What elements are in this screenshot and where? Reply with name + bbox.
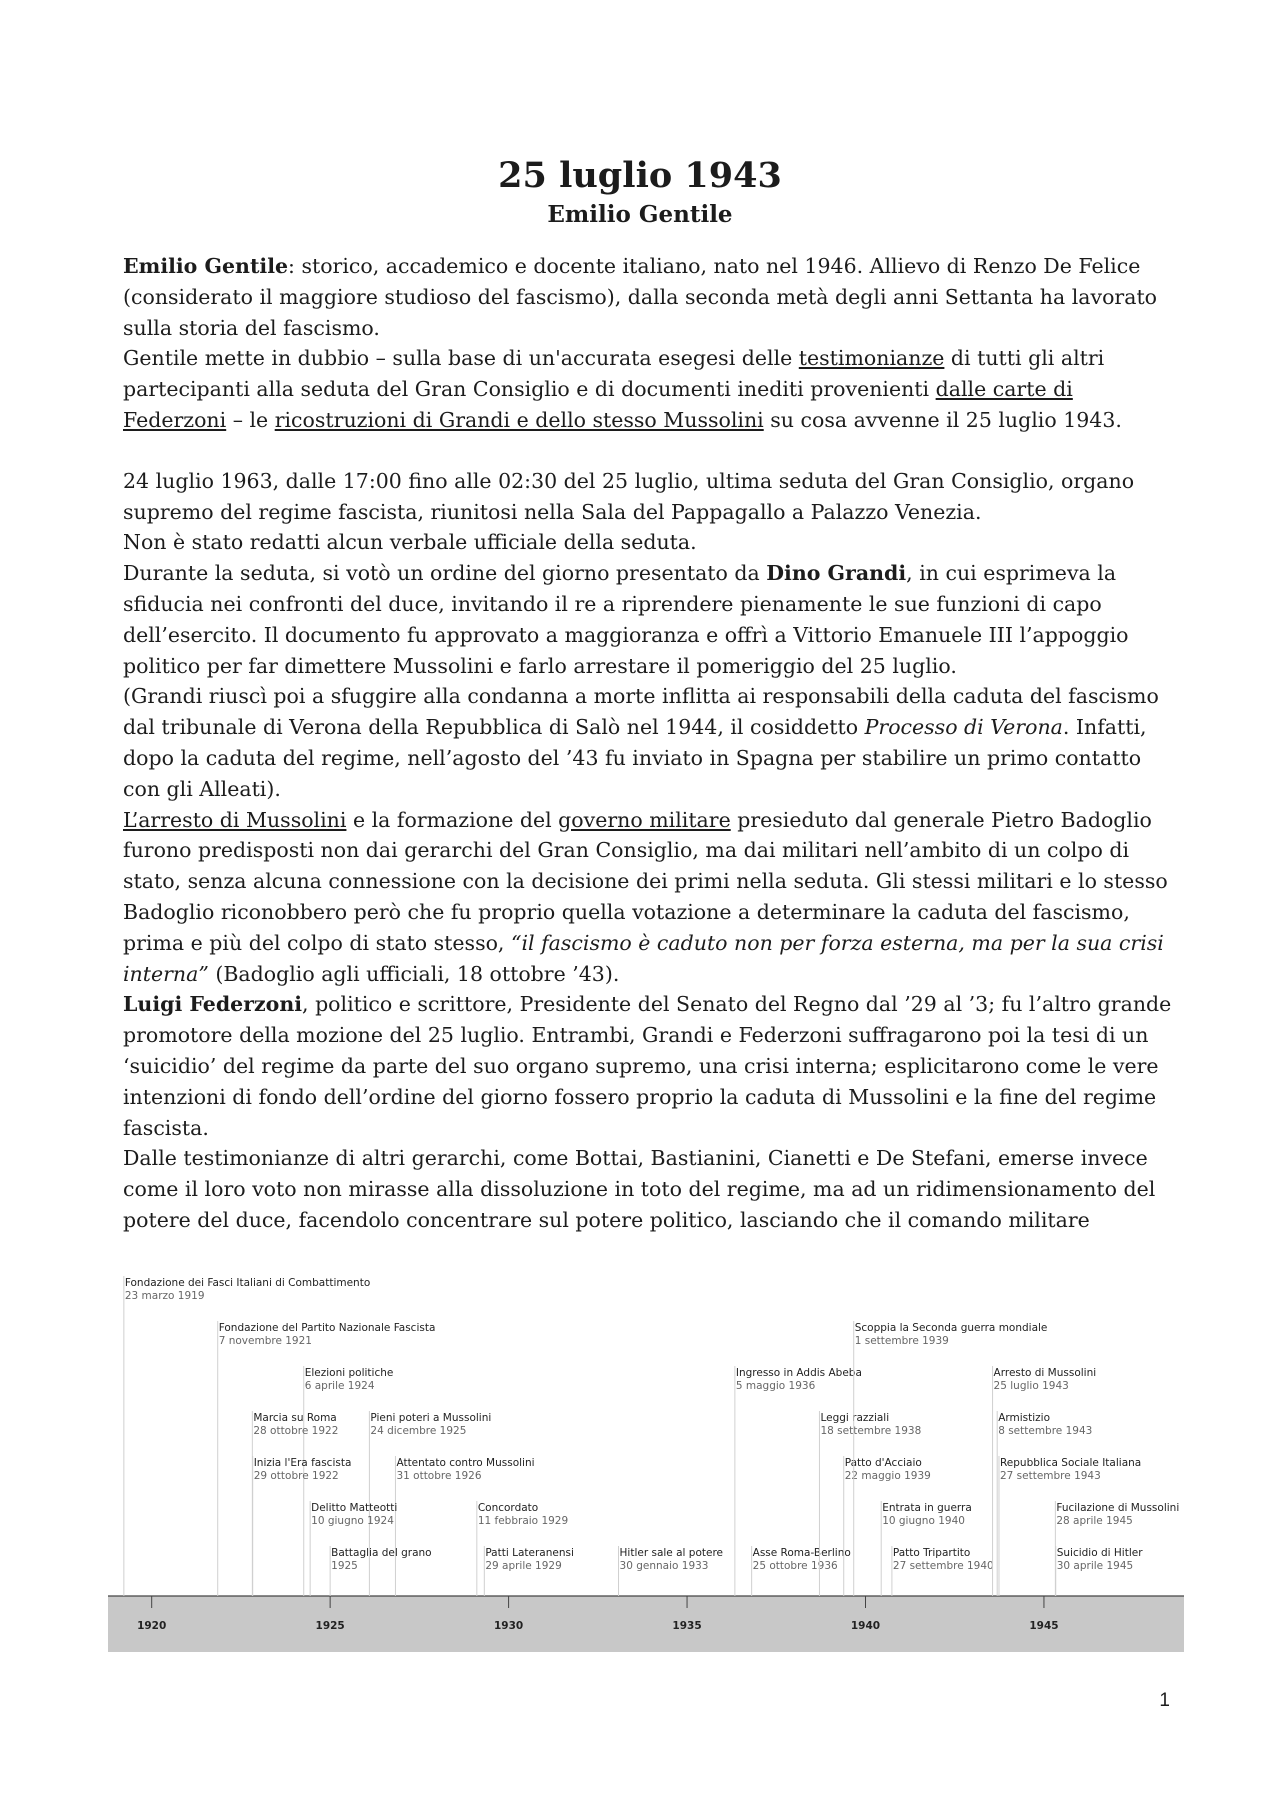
event-title: Patto Tripartito <box>892 1547 971 1559</box>
text-run: Durante la seduta, si votò un ordine del giorno presentato da <box>123 561 767 586</box>
event-title: Leggi razziali <box>820 1412 890 1424</box>
document-body <box>123 251 1173 1236</box>
event-date: 27 settembre 1943 <box>999 1470 1101 1482</box>
event-date: 5 maggio 1936 <box>735 1380 816 1392</box>
event-date: 28 ottobre 1922 <box>253 1425 339 1437</box>
author-name-inline: Emilio Gentile <box>123 254 289 278</box>
event-date: 6 aprile 1924 <box>304 1380 375 1392</box>
italic-quote-badoglio: “il fascismo è caduto non per forza esterna, ma per la sua crisi interna” <box>123 930 1164 986</box>
event-date: 11 febbraio 1929 <box>477 1515 569 1527</box>
underlined-arresto: L’arresto di Mussolini <box>123 807 347 832</box>
timeline-graphic <box>108 1270 1184 1670</box>
event-title: Fucilazione di Mussolini <box>1056 1502 1180 1514</box>
event-title: Armistizio <box>998 1412 1051 1424</box>
event-date: 8 settembre 1943 <box>998 1425 1093 1437</box>
event-title: Delitto Matteotti <box>311 1502 398 1514</box>
event-title: Fondazione dei Fasci Italiani di Combattimento <box>124 1277 371 1289</box>
axis-year-label: 1920 <box>137 1620 167 1632</box>
event-title: Entrata in guerra <box>882 1502 972 1514</box>
axis-year-label: 1940 <box>850 1620 881 1632</box>
text-run: Gentile mette in dubbio – sulla base di un'accurata esegesi delle <box>123 346 799 371</box>
event-date: 1 settembre 1939 <box>854 1335 949 1347</box>
event-title: Asse Roma-Berlino <box>752 1547 851 1559</box>
text-run: – le <box>226 407 275 432</box>
event-date: 7 novembre 1921 <box>218 1335 312 1347</box>
paragraph-verbale: Non è stato redatti alcun verbale ufficiale della seduta. <box>123 530 697 555</box>
text-run: di tutti gli altri partecipanti alla seduta del Gran Consiglio e di documenti inediti provenienti <box>123 346 1105 402</box>
event-title: Repubblica Sociale Italiana <box>999 1457 1142 1469</box>
text-run: , politico e scrittore, Presidente del Senato del Regno dal ’29 al ’3; fu l’altro grande promotore della mozione del 25 luglio. Entrambi, Grandi e Federzoni suffragarono poi la tesi di un ‘suicidio’ del regime da parte del suo organo supremo, una crisi interna; esplicitarono come le vere intenzioni di fondo dell’ordine del giorno fossero proprio la caduta di Mussolini e la fine del regime fascista. <box>123 992 1172 1140</box>
paragraph-gap <box>123 436 1173 466</box>
event-date: 28 aprile 1945 <box>1056 1515 1133 1527</box>
event-date: 25 ottobre 1936 <box>752 1560 838 1572</box>
paragraph-author-bio <box>123 251 1173 343</box>
event-date: 23 marzo 1919 <box>124 1290 205 1302</box>
event-date: 27 settembre 1940 <box>892 1560 994 1572</box>
event-date: 31 ottobre 1926 <box>396 1470 482 1482</box>
event-title: Ingresso in Addis Abeba <box>735 1367 862 1379</box>
underlined-governo-militare: governo militare <box>558 807 731 832</box>
event-date: 10 giugno 1940 <box>882 1515 965 1527</box>
fascism-timeline <box>108 1270 1184 1670</box>
text-run: e la formazione del <box>346 807 559 832</box>
event-date: 22 maggio 1939 <box>844 1470 931 1482</box>
event-title: Battaglia del grano <box>331 1547 432 1559</box>
paragraph-federzoni <box>123 989 1173 1143</box>
event-title: Pieni poteri a Mussolini <box>370 1412 492 1424</box>
text-run: su cosa avvenne il 25 luglio 1943. <box>763 407 1122 432</box>
text-run: presieduto dal generale Pietro Badoglio furono predisposti non dai gerarchi del Gran Consiglio, ma dai militari nell’ambito di un colpo di stato, senza alcuna connessione con la decisione dei primi nella seduta. Gli stessi militari e lo stesso Badoglio riconobbero però che fu proprio quella votazione a determinare la caduta del fascismo, prima e più del colpo di stato stesso, <box>123 807 1168 955</box>
event-title: Inizia l'Era fascista <box>253 1457 352 1469</box>
axis-year-label: 1935 <box>672 1620 702 1632</box>
paragraph-gerarchi: Dalle testimonianze di altri gerarchi, come Bottai, Bastianini, Cianetti e De Stefani, emerse invece come il loro voto non mirasse alla dissoluzione in toto del regime, ma ad un ridimensionamento del potere del duce, facendolo concentrare sul potere politico, lasciando che il comando militare <box>123 1146 1156 1232</box>
event-date: 24 dicembre 1925 <box>370 1425 467 1437</box>
paragraph-ordine-giorno <box>123 558 1173 681</box>
axis-year-label: 1925 <box>315 1620 345 1632</box>
event-date: 25 luglio 1943 <box>993 1380 1069 1392</box>
event-title: Attentato contro Mussolini <box>396 1457 535 1469</box>
event-date: 29 ottobre 1922 <box>253 1470 339 1482</box>
text-run: (Grandi riuscì poi a sfuggire alla condanna a morte inflitta ai responsabili della caduta del fascismo dal tribunale di Verona della Repubblica di Salò nel 1944, il cosiddetto <box>123 684 1159 740</box>
event-title: Marcia su Roma <box>253 1412 337 1424</box>
bold-luigi-federzoni: Luigi Federzoni <box>123 992 303 1017</box>
text-run: (Badoglio agli ufficiali, 18 ottobre ’43). <box>208 961 620 986</box>
paragraph-grandi <box>123 681 1173 804</box>
event-title: Scoppia la Seconda guerra mondiale <box>854 1322 1048 1334</box>
underlined-carte-federzoni: dalle carte di Federzoni <box>123 377 1073 432</box>
paragraph-arresto <box>123 805 1173 990</box>
underlined-testimonianze: testimonianze <box>798 346 945 371</box>
axis-year-label: 1930 <box>493 1620 524 1632</box>
event-date: 30 aprile 1945 <box>1056 1560 1134 1572</box>
text-run: , in cui esprimeva la sfiducia nei confronti del duce, invitando il re a riprendere pienamente le sue funzioni di capo dell’esercito. Il documento fu approvato a maggioranza e offrì a Vittorio Emanuele III l’appoggio politico per far dimettere Mussolini e farlo arrestare il pomeriggio del 25 luglio. <box>123 561 1129 678</box>
bold-dino-grandi: Dino Grandi <box>766 561 907 586</box>
event-title: Patto d'Acciaio <box>844 1457 922 1469</box>
event-title: Hitler sale al potere <box>619 1547 724 1559</box>
event-title: Concordato <box>477 1502 539 1514</box>
paragraph-thesis <box>123 343 1173 435</box>
event-title: Arresto di Mussolini <box>993 1367 1097 1379</box>
axis-year-label: 1945 <box>1029 1620 1059 1632</box>
paragraph-seduta: 24 luglio 1963, dalle 17:00 fino alle 02:30 del 25 luglio, ultima seduta del Gran Consiglio, organo supremo del regime fascista, riunitosi nella Sala del Pappagallo a Palazzo Venezia. <box>123 468 1135 524</box>
underlined-ricostruzioni: ricostruzioni di Grandi e dello stesso Mussolini <box>274 407 764 432</box>
bio-text: : storico, accademico e docente italiano, nato nel 1946. Allievo di Renzo De Felice (considerato il maggiore studioso del fascismo), dalla seconda metà degli anni Settanta ha lavorato sulla storia del fascismo. <box>123 254 1158 340</box>
page-title: 25 luglio 1943 <box>498 155 782 196</box>
text-run: . Infatti, dopo la caduta del regime, nell’agosto del ’43 fu inviato in Spagna per stabilire un primo contatto con gli Alleati). <box>123 715 1147 801</box>
event-date: 1925 <box>331 1560 358 1572</box>
italic-processo-verona: Processo di Verona <box>864 715 1063 740</box>
event-date: 10 giugno 1924 <box>311 1515 394 1527</box>
author-name: Emilio Gentile <box>547 201 733 228</box>
event-title: Elezioni politiche <box>304 1367 394 1379</box>
event-date: 29 aprile 1929 <box>485 1560 562 1572</box>
event-date: 30 gennaio 1933 <box>619 1560 709 1572</box>
page-number: 1 <box>1159 1690 1170 1711</box>
event-title: Fondazione del Partito Nazionale Fascista <box>218 1322 436 1334</box>
event-date: 18 settembre 1938 <box>820 1425 922 1437</box>
event-title: Patti Lateranensi <box>485 1547 574 1559</box>
event-title: Suicidio di Hitler <box>1056 1547 1143 1559</box>
timeline-axis-bar <box>108 1596 1184 1652</box>
